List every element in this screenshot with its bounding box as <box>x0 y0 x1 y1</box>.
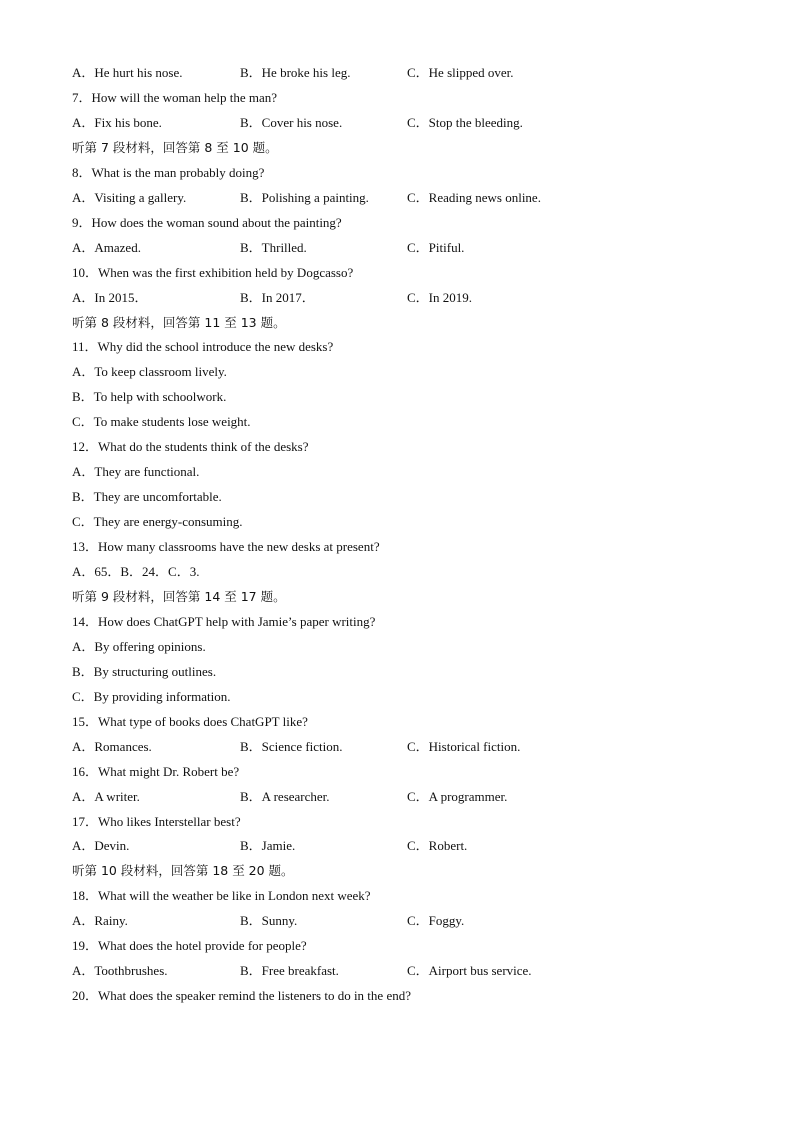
option-choice: B．Cover his nose. <box>240 114 343 130</box>
section-instruction: 听第 8 段材料，回答第 11 至 13 题。 <box>72 314 286 330</box>
question-text: 15．What type of books does ChatGPT like? <box>72 713 308 729</box>
option-choice: A．Toothbrushes. <box>72 963 168 979</box>
option-choice: C．Robert. <box>407 838 468 854</box>
option-choice: B．In 2017． <box>240 289 315 305</box>
option-line: A．They are functional. <box>72 464 200 480</box>
option-choice: A．A writer. <box>72 788 140 804</box>
option-line: C．They are energy-consuming. <box>72 514 243 530</box>
question-text: 13．How many classrooms have the new desks at present? <box>72 539 380 554</box>
option-choice: B．Science fiction. <box>240 738 343 754</box>
option-choice: A．Rainy. <box>72 913 128 929</box>
option-choice: C．Airport bus service. <box>407 963 532 979</box>
question-text: 19．What does the hotel provide for people? <box>72 938 307 954</box>
option-choice: B．A researcher. <box>240 788 330 804</box>
option-choice: A．Amazed. <box>72 239 141 255</box>
question-text: 14．How does ChatGPT help with Jamie’s paper writing? <box>72 613 376 629</box>
option-choice: C．Foggy. <box>407 913 465 929</box>
option-line: B．They are uncomfortable. <box>72 489 222 505</box>
question-text: 20．What does the speaker remind the listeners to do in the end? <box>72 988 411 1004</box>
question-text: 12．What do the students think of the desks? <box>72 439 309 455</box>
option-choice: C．In 2019. <box>407 289 473 305</box>
question-text: 9．How does the woman sound about the painting? <box>72 214 342 230</box>
question-text: 11．Why did the school introduce the new desks? <box>72 339 334 355</box>
option-choice: B．Thrilled. <box>240 239 307 255</box>
option-line: C．By providing information. <box>72 688 231 704</box>
option-choice: A．In 2015． <box>72 289 148 305</box>
section-instruction: 听第 7 段材料，回答第 8 至 10 题。 <box>72 139 278 155</box>
section-instruction: 听第 10 段材料，回答第 18 至 20 题。 <box>72 863 294 879</box>
option-choice: C．A programmer. <box>407 788 508 804</box>
option-choice: C．He slipped over. <box>407 65 514 80</box>
question-text: 18．What will the weather be like in London next week? <box>72 888 371 904</box>
option-line: C．To make students lose weight. <box>72 414 251 430</box>
option-choice: B．Sunny. <box>240 913 298 929</box>
option-choice: B．Jamie. <box>240 838 296 854</box>
option-choice: C．Stop the bleeding. <box>407 114 523 130</box>
option-choice: B．Polishing a painting. <box>240 189 369 205</box>
question-text: 17．Who likes Interstellar best? <box>72 813 241 829</box>
option-line: A．By offering opinions. <box>72 638 206 654</box>
question-text: 8．What is the man probably doing? <box>72 164 265 180</box>
option-choice: C．Pitiful. <box>407 239 465 255</box>
option-choice: C．Reading news online. <box>407 189 541 205</box>
option-line: A．65．B．24．C．3. <box>72 564 200 579</box>
section-instruction: 听第 9 段材料，回答第 14 至 17 题。 <box>72 588 286 604</box>
option-choice: A．Fix his bone. <box>72 114 162 130</box>
option-line: B．To help with schoolwork. <box>72 389 227 405</box>
option-line: A．To keep classroom lively. <box>72 364 227 380</box>
option-choice: A．Romances. <box>72 738 152 754</box>
question-text: 10．When was the first exhibition held by Dogcasso? <box>72 264 354 280</box>
option-choice: B．He broke his leg. <box>240 65 351 80</box>
option-choice: A．He hurt his nose. <box>72 65 183 80</box>
option-choice: B．Free breakfast. <box>240 963 339 979</box>
question-text: 7．How will the woman help the man? <box>72 90 278 105</box>
option-choice: A．Devin. <box>72 838 130 854</box>
option-choice: C．Historical fiction. <box>407 738 521 754</box>
question-text: 16．What might Dr. Robert be? <box>72 763 240 779</box>
option-line: B．By structuring outlines. <box>72 663 217 679</box>
option-choice: A．Visiting a gallery. <box>72 189 187 205</box>
